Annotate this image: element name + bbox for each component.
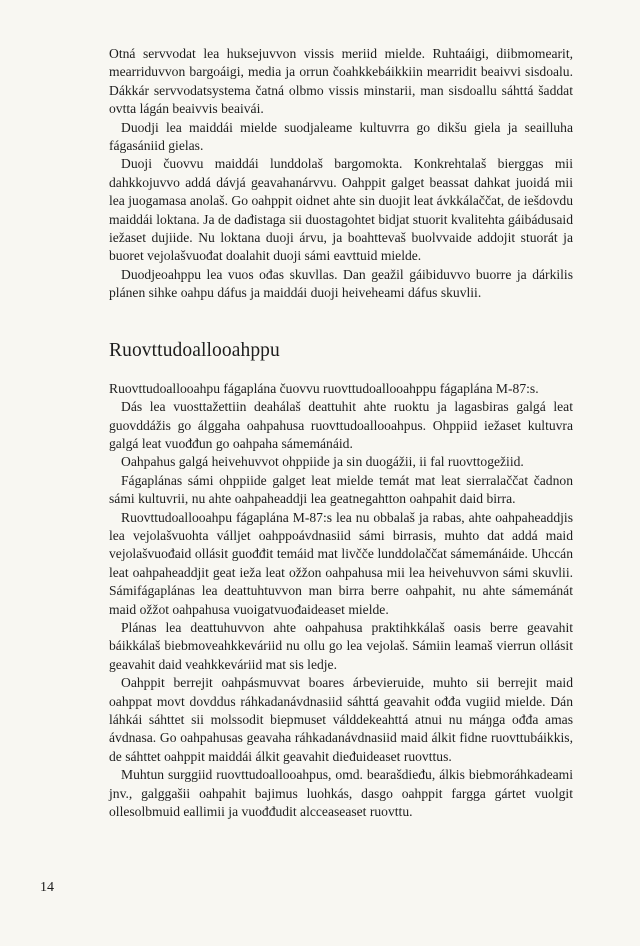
paragraph: Ruovttudoallooahpu fágaplána M-87:s lea nu obbalaš ja rabas, ahte oahpaheaddjis lea vejolašvuohta válljet oahppoávdnasiid sámi birrasis, muhto dat addá maid vejolašvuođaid ollásit guođđit temáid mat livčče lunddolaččat sámemánáide. Uhccán leat oahpaheaddjit geat ieža leat ožžon oahpahusa mii lea heivehuvvon sámi skuvlii. Sámifágaplánas lea deattuhtuvvon man birra berre oahpahit, nu ahte sámemánát maid ožžot oahpahusa vuoigatvuođaideaset mielde. [109, 509, 573, 617]
paragraph: Oahppit berrejit oahpásmuvvat boares árbevieruide, muhto sii berrejit maid oahppat movt dovddus ráhkadanávdnasiid sáhttá geavahit ođđa vugiid mielde. Dán láhkái sáhttet sii molssodit biepmuset válddekeahttá atnui nu máŋga ođđa amas ávdnasa. Go oahpahusas geavaha ráhkadanávdnasiid maid álkit fidne ruovttubáikkis, de sáhttet oahppit maiddái álkit geavahit dieđuideaset ruovttus. [109, 675, 573, 764]
page-body [109, 45, 573, 821]
intro-text [109, 45, 573, 303]
paragraph: Duodji lea maiddái mielde suodjaleame kultuvrra go dikšu giela ja seailluha fágasániid gielas. [109, 119, 573, 154]
paragraph: Otná servvodat lea huksejuvvon vissis meriid mielde. Ruhtaáigi, diibmomearit, mearriduvvon bargoáigi, media ja orrun čoahkkebáikkiin mearridit beaivvi sisdoalu. Dákkár servvodatsystema čatná olbmo vissis minstarii, man sisdoallu sáhttá šaddat ovtta lágán beaivvis beaivái. [109, 46, 573, 117]
paragraph: Muhtun surggiid ruovttudoallooahpus, omd. bearašdieđu, álkis biebmoráhkadeami jnv., galggašii oahpahit bajimus luohkás, dasgo oahppit fargga gártet vuolgit ollesolbmuid eallimii ja vuođđudit alcceaseaset ruovttu. [109, 767, 573, 820]
paragraph: Plánas lea deattuhuvvon ahte oahpahusa praktihkkálaš oasis berre geavahit báikkálaš biebmoveahkkeváriid nu ollu go lea vejolaš. Sámiin leamaš vierrun ollásit geavahit daid veahkkeváriid mat sis ledje. [109, 619, 573, 672]
section-heading: Ruovttudoallooahppu [109, 339, 280, 361]
section-ruovttudoallooahppu [109, 339, 573, 822]
paragraph: Dás lea vuosttažettiin deahálaš deattuhit ahte ruoktu ja lagasbiras galgá leat guovddážis go álggaha oahpahusa ruovttudoallooahpus. Ohppiid iežaset kultuvra galgá leat vuođđun go oahpaha sámemánáid. [109, 399, 573, 451]
paragraph: Fágaplánas sámi ohppiide galget leat mielde temát mat leat sierralaččat čadnon sámi kultuvrii, nu ahte oahpaheaddji lea geatnegahtton oahpahit daid birra. [109, 472, 573, 507]
paragraph: Duodjeoahppu lea vuos ođas skuvllas. Dan geažil gáibiduvvo buorre ja dárkilis plánen sihke oahpu dáfus ja maiddái duoji heiveheami dáfus skuvlii. [109, 266, 573, 301]
paragraph: Ruovttudoallooahpu fágaplána čuovvu ruovttudoallooahppu fágaplána M-87:s. [109, 380, 539, 396]
page-number: 14 [40, 880, 54, 895]
paragraph: Oahpahus galgá heivehuvvot ohppiide ja sin duogážii, ii fal ruovttogežiid. [121, 454, 524, 470]
paragraph: Duoji čuovvu maiddái lunddolaš bargomokta. Konkrehtalaš bierggas mii dahkkojuvvo addá dávjá geavahanárvvu. Oahppit galget beassat dahkat juoidá mii lea juogamasa anolaš. Go oahppit oidnet ahte sin duojit leat ávkkálaččat, de iešdovdu maiddái loktana. Ja de dađistaga sii duostagohtet bidjat stuorit kvalitehta gáibádusaid iežaset dujiide. Nu loktana duoji árvu, ja boahttevaš buolvvaide addojit stuorát ja buoret vejolašvuođat doalahit duoji sámi eavttuid mielde. [109, 156, 573, 264]
